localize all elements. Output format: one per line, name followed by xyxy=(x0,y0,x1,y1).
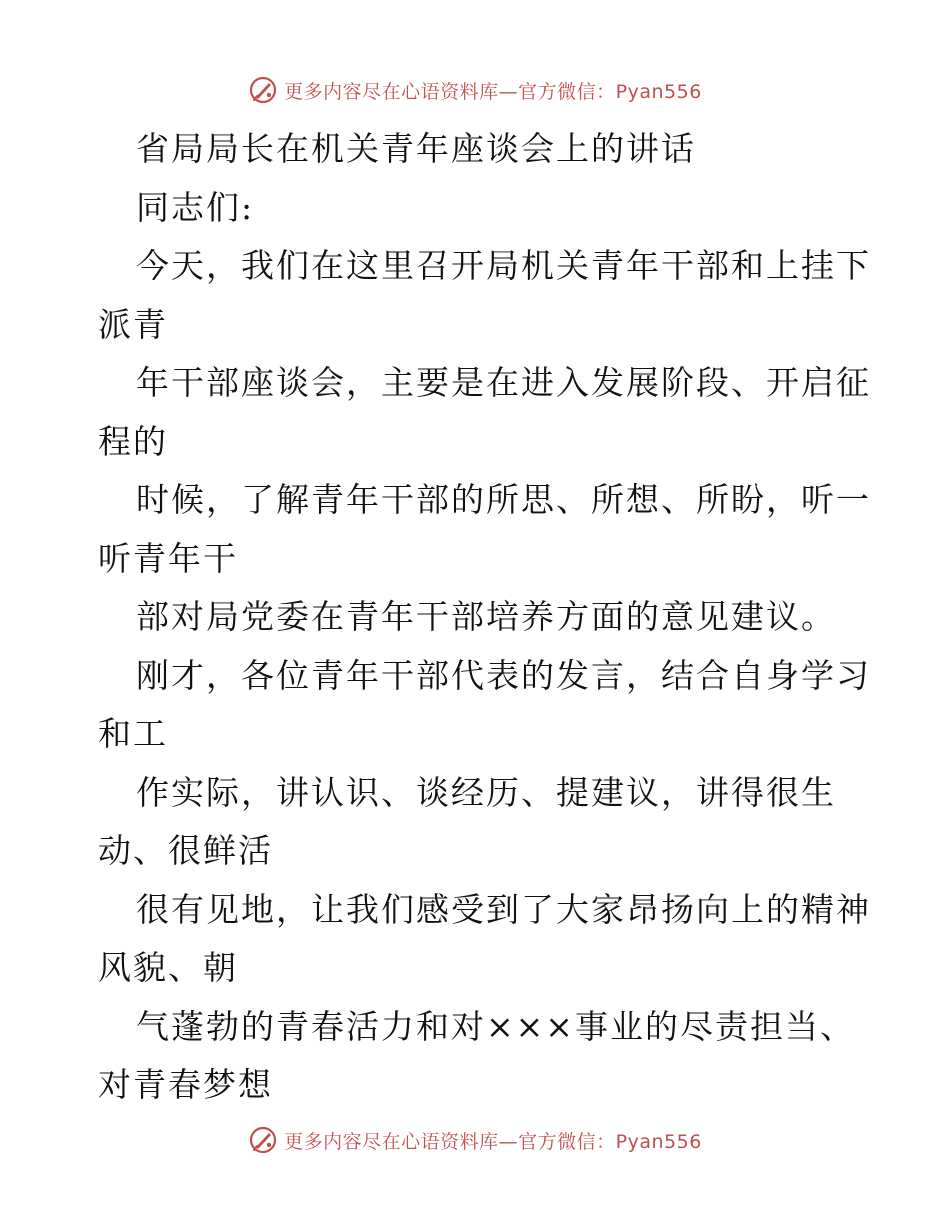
text-line: 听青年干 xyxy=(98,538,238,578)
text-line: 时候，了解青年干部的所思、所想、所盼，听一 xyxy=(136,480,871,519)
quill-logo-icon xyxy=(248,1125,278,1155)
text-line: 作实际，讲认识、谈经历、提建议，讲得很生 xyxy=(136,772,836,812)
text-line: 部对局党委在青年干部培养方面的意见建议。 xyxy=(136,597,836,636)
header-banner xyxy=(0,70,950,110)
text-line: 对青春梦想 xyxy=(98,1065,273,1104)
footer-banner xyxy=(0,1120,950,1160)
text-line: 刚才，各位青年干部代表的发言，结合自身学习 xyxy=(136,655,871,695)
text-line: 程的 xyxy=(98,421,168,461)
text-line: 年干部座谈会，主要是在进入发展阶段、开启征 xyxy=(136,363,871,402)
text-line: 动、很鲜活 xyxy=(98,831,273,870)
text-line: 和工 xyxy=(98,714,168,753)
text-line: 风貌、朝 xyxy=(98,948,238,987)
footer-banner-text: 更多内容尽在心语资料库—官方微信：Pyan556 xyxy=(284,1130,702,1153)
text-line: 气蓬勃的青春活力和对×××事业的尽责担当、 xyxy=(136,1006,855,1046)
text-line: 今天，我们在这里召开局机关青年干部和上挂下 xyxy=(136,246,871,285)
header-banner-text: 更多内容尽在心语资料库—官方微信：Pyan556 xyxy=(284,80,702,103)
document-title: 省局局长在机关青年座谈会上的讲话 xyxy=(136,129,696,168)
text-line: 同志们: xyxy=(136,187,255,227)
quill-logo-icon xyxy=(248,75,278,105)
document-body xyxy=(98,120,871,1115)
text-line: 很有见地，让我们感受到了大家昂扬向上的精神 xyxy=(136,889,871,929)
text-line: 派青 xyxy=(98,304,168,344)
